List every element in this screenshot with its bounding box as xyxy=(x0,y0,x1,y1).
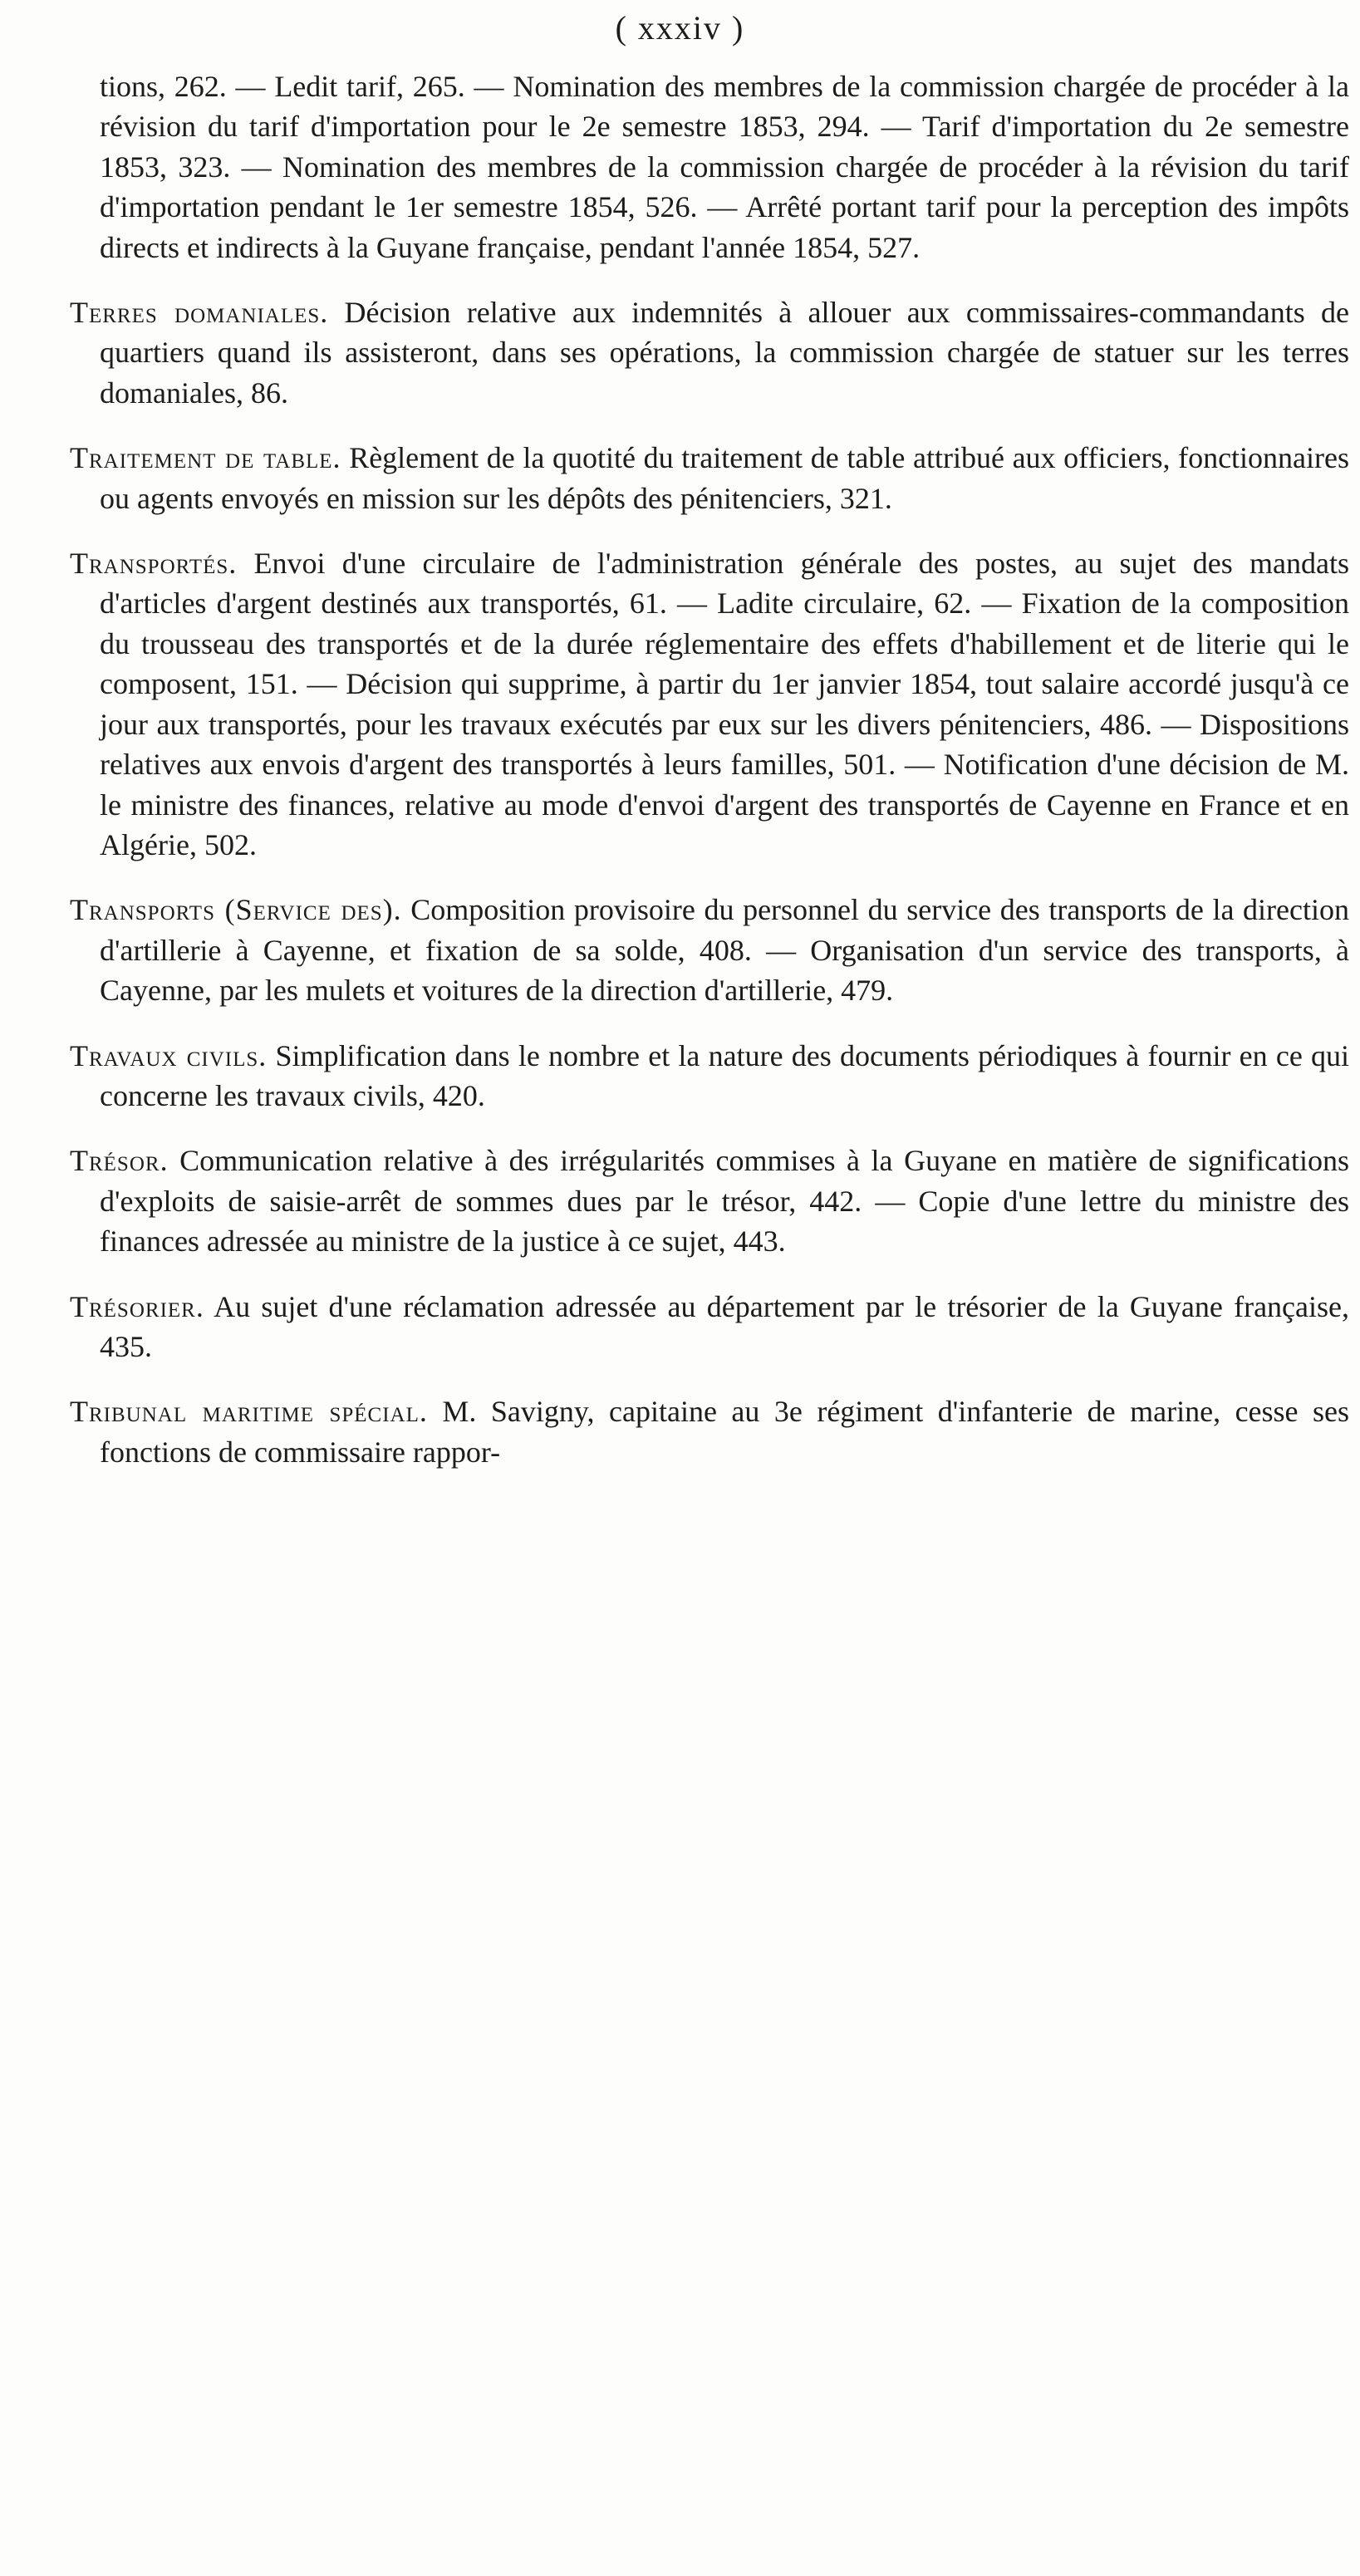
entry-heading: Terres domaniales. xyxy=(70,296,329,330)
entry-heading: Transports (Service des). xyxy=(70,893,402,927)
entry-text: tions, 262. — Ledit tarif, 265. — Nomination des membres de la commission chargée de procéder à la révision du tarif d'importation pour le 2e semestre 1853, 294. — Tarif d'importation du 2e semestre 1853, 323. — Nomination des membres de la commission chargée de procéder à la révision du tarif d'importation pendant le 1er semestre 1854, 526. — Arrêté portant tarif pour la perception des impôts directs et indirects à la Guyane française, pendant l'année 1854, 527. xyxy=(100,70,1349,264)
entry-text: Règlement de la quotité du traitement de table attribué aux officiers, fonctionnaires ou agents envoyés en mission sur les dépôts des pénitenciers, 321. xyxy=(100,441,1350,515)
entry-text: Décision relative aux indemnités à allouer aux commissaires-commandants de quartiers quand ils assisteront, dans ses opérations, la commission chargée de statuer sur les terres domaniales, 86. xyxy=(100,296,1350,410)
entry-heading: Transportés. xyxy=(70,547,238,581)
entry-text: Au sujet d'une réclamation adressée au département par le trésorier de la Guyane française, 435. xyxy=(100,1289,1349,1363)
entry-heading: Trésorier. xyxy=(70,1289,204,1323)
index-entries xyxy=(70,66,1349,1497)
entry-heading: Trésor. xyxy=(70,1144,169,1178)
index-entry-transports-service xyxy=(70,890,1349,1010)
entry-text: Simplification dans le nombre et la nature des documents périodiques à fournir en ce qui concerne les travaux civils, 420. xyxy=(100,1038,1350,1112)
index-entry-tresorier xyxy=(70,1287,1349,1367)
index-entry-travaux-civils xyxy=(70,1036,1349,1116)
page-number: ( xxxiv ) xyxy=(615,9,745,47)
entry-text: Envoi d'une circulaire de l'administration générale des postes, au sujet des mandats d'articles d'argent destinés aux transportés, 61. — Ladite circulaire, 62. — Fixation de la composition du trousseau des transportés et de la durée réglementaire des effets d'habillement et de literie qui le composent, 151. — Décision qui supprime, à partir du 1er janvier 1854, tout salaire accordé jusqu'à ce jour aux transportés, pour les travaux exécutés par eux sur les divers pénitenciers, 486. — Dispositions relatives aux envois d'argent des transportés à leurs familles, 501. — Notification d'une décision de M. le ministre des finances, relative au mode d'envoi d'argent des transportés de Cayenne en France et en Algérie, 502. xyxy=(100,547,1350,861)
entry-heading: Tribunal maritime spécial. xyxy=(70,1395,428,1429)
entry-heading: Travaux civils. xyxy=(70,1038,268,1072)
entry-text: Composition provisoire du personnel du service des transports de la direction d'artillerie à Cayenne, et fixation de sa solde, 408. — Organisation d'un service des transports, à Cayenne, par les mulets et voitures de la direction d'artillerie, 479. xyxy=(100,893,1349,1008)
index-entry-tribunal-maritime-special xyxy=(70,1391,1349,1472)
index-entry-traitement-de-table xyxy=(70,438,1349,518)
index-entry-terres-domaniales xyxy=(70,292,1349,413)
index-entry-transportes xyxy=(70,543,1349,865)
entry-text: Communication relative à des irrégularités commises à la Guyane en matière de significations d'exploits de saisie-arrêt de sommes dues par le trésor, 442. — Copie d'une lettre du ministre des finances adressée au ministre de la justice à ce sujet, 443. xyxy=(100,1144,1349,1259)
index-entry-continuation xyxy=(70,66,1349,267)
entry-text: M. Savigny, capitaine au 3e régiment d'infanterie de marine, cesse ses fonctions de commissaire rappor- xyxy=(100,1395,1350,1469)
entry-heading: Traitement de table. xyxy=(70,441,341,475)
index-entry-tresor xyxy=(70,1141,1349,1261)
